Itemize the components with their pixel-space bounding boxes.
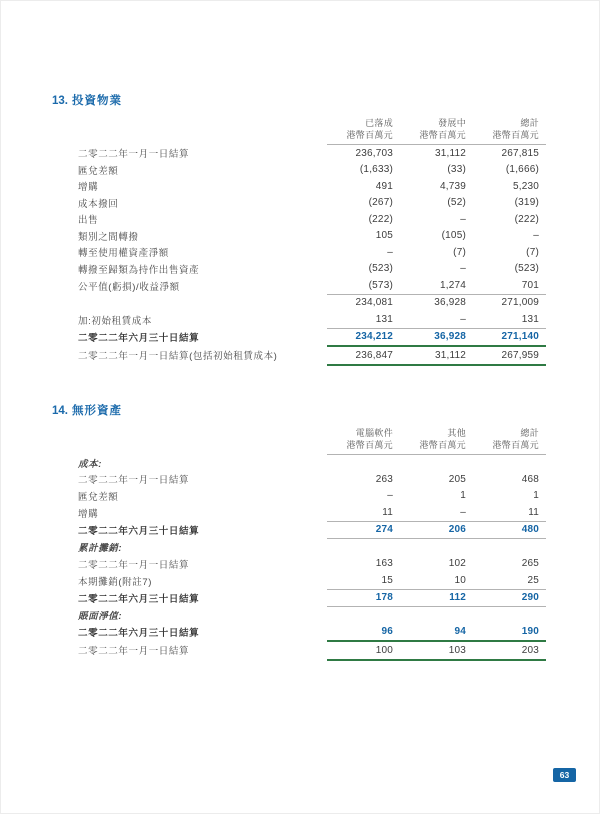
cell-computer-software: [327, 607, 400, 624]
table-row-total: [78, 589, 546, 607]
cell-completed: –: [387, 246, 393, 258]
row-label: 二零二二年一月一日結算: [78, 475, 190, 487]
table-row: [78, 228, 546, 245]
row-label: 轉撥至歸類為持作出售資產: [78, 264, 200, 276]
cell-others: 1: [460, 490, 466, 502]
row-label: 二零二二年六月三十日結算: [78, 593, 200, 605]
cell-under-development: (7): [453, 246, 466, 258]
table-row: [78, 277, 546, 294]
section-14-title: 無形資產: [72, 404, 122, 417]
cell-total: 290: [473, 589, 546, 607]
row-label: 轉至使用權資產淨額: [78, 248, 169, 260]
table-row: [78, 488, 546, 505]
row-label: 成本撥回: [78, 198, 119, 210]
row-label: 出售: [78, 215, 99, 227]
intangible-assets-table: [78, 427, 546, 661]
table-header-row: [78, 427, 546, 455]
section-13-heading: [52, 92, 570, 108]
cell-others: –: [400, 504, 473, 521]
header-spacer: [78, 427, 327, 455]
column-unit: 港幣百萬元: [346, 130, 393, 140]
cell-under-development: 31,112: [400, 346, 473, 365]
cell-total: 203: [473, 641, 546, 660]
cell-completed: 105: [375, 230, 393, 242]
cell-completed: (267): [368, 197, 393, 209]
cell-computer-software: 11: [327, 504, 400, 521]
cell-completed: (1,633): [359, 164, 393, 176]
column-unit: 港幣百萬元: [419, 439, 466, 450]
cell-total: 265: [521, 558, 539, 570]
cell-under-development: (52): [447, 197, 466, 209]
cell-under-development: –: [460, 213, 466, 225]
table-row: [78, 504, 546, 521]
row-label: 加:初始租賃成本: [78, 315, 152, 327]
header-spacer: [78, 117, 327, 145]
cell-completed: (222): [368, 213, 393, 225]
column-header-total: [473, 117, 546, 145]
cell-under-development: 31,112: [434, 147, 466, 159]
row-label: 二零二二年六月三十日結算: [78, 628, 200, 640]
section-13-title: 投資物業: [72, 95, 122, 107]
cell-under-development: 36,928: [434, 297, 466, 309]
section-14-number: 14.: [52, 404, 68, 417]
cell-computer-software: 163: [375, 558, 393, 570]
column-header-completed: [327, 117, 400, 145]
cell-total: (523): [514, 263, 539, 275]
cell-computer-software: 15: [327, 572, 400, 589]
table-row: [78, 244, 546, 261]
table-row-total: [78, 624, 546, 642]
row-label: 匯兌差額: [78, 491, 119, 503]
cell-others: 10: [400, 572, 473, 589]
cell-total: (7): [526, 246, 539, 258]
cell-computer-software: 263: [375, 473, 393, 485]
cell-total: (319): [514, 197, 539, 209]
column-unit: 港幣百萬元: [419, 130, 466, 140]
table-row: [78, 162, 546, 179]
row-label: [78, 294, 327, 311]
cell-total: (1,666): [505, 164, 539, 176]
page-number-badge: 63: [553, 768, 576, 782]
cell-completed: 234,212: [327, 328, 400, 346]
row-label: 公平值(虧損)/收益淨額: [78, 281, 180, 293]
cell-total: 190: [473, 624, 546, 642]
cell-completed: 131: [327, 311, 400, 328]
section-14-heading: [52, 402, 570, 418]
cell-computer-software: 96: [327, 624, 400, 642]
cell-computer-software: [327, 539, 400, 556]
cell-under-development: (33): [447, 164, 466, 176]
table-row-group-label: [78, 539, 546, 556]
table-row: [78, 556, 546, 573]
investment-properties-table: [78, 117, 546, 366]
cell-others: 102: [448, 558, 466, 570]
cell-others: 103: [400, 641, 473, 660]
table-row: [78, 311, 546, 328]
cell-computer-software: [327, 454, 400, 471]
cell-completed: 491: [375, 180, 393, 192]
cell-others: [400, 539, 473, 556]
row-label: 本期攤銷(附註7): [78, 576, 153, 588]
cell-others: 205: [448, 473, 466, 485]
cell-others: 206: [400, 521, 473, 539]
column-unit: 港幣百萬元: [346, 439, 393, 450]
cell-under-development: 36,928: [400, 328, 473, 346]
row-label: 類別之間轉撥: [78, 231, 139, 243]
table-row: [78, 261, 546, 278]
cell-total: 271,140: [473, 328, 546, 346]
cell-others: [400, 454, 473, 471]
cell-completed: 236,847: [327, 346, 400, 365]
column-title: 電腦軟件: [355, 427, 393, 438]
table-row-group-label: [78, 454, 546, 471]
cell-completed: (523): [368, 263, 393, 275]
cell-computer-software: 100: [327, 641, 400, 660]
cell-others: [400, 607, 473, 624]
row-label: 匯兌差額: [78, 165, 119, 177]
cell-under-development: 4,739: [439, 180, 466, 192]
cell-under-development: 1,274: [400, 277, 473, 294]
cell-others: 112: [400, 589, 473, 607]
cell-total: 271,009: [501, 297, 539, 309]
column-unit: 港幣百萬元: [492, 130, 539, 140]
cell-computer-software: –: [387, 490, 393, 502]
table-row: [78, 641, 546, 660]
cell-total: (222): [514, 213, 539, 225]
column-title: 總計: [520, 427, 539, 438]
table-row-total: [78, 521, 546, 539]
column-header-others: [400, 427, 473, 455]
row-label: 二零二二年一月一日結算: [78, 646, 190, 658]
column-title: 已落成: [365, 118, 393, 128]
section-investment-properties: [52, 0, 570, 366]
row-label: 二零二二年一月一日結算: [78, 149, 190, 160]
cell-computer-software: 274: [327, 521, 400, 539]
column-title: 發展中: [438, 118, 466, 128]
column-title: 其他: [447, 427, 466, 438]
table-row-total: [78, 328, 546, 346]
table-row: [78, 211, 546, 228]
column-unit: 港幣百萬元: [492, 439, 539, 450]
row-label: 二零二二年六月三十日結算: [78, 333, 200, 344]
cell-total: 480: [473, 521, 546, 539]
column-header-total: [473, 427, 546, 455]
cell-total: 25: [473, 572, 546, 589]
cell-total: –: [533, 230, 539, 242]
cell-total: 468: [521, 473, 539, 485]
cell-total: 131: [473, 311, 546, 328]
cell-total: 5,230: [512, 180, 539, 192]
cell-total: [473, 454, 546, 471]
cell-under-development: (105): [441, 230, 466, 242]
cell-total: 267,815: [501, 147, 539, 159]
table-row-group-label: [78, 607, 546, 624]
table-row: [78, 145, 546, 162]
row-label: 成本:: [78, 458, 102, 470]
cell-total: 11: [473, 504, 546, 521]
cell-total: 701: [473, 277, 546, 294]
table-row-subtotal: [78, 294, 546, 311]
cell-completed: 236,703: [355, 147, 393, 159]
cell-completed: 234,081: [355, 297, 393, 309]
row-label: 二零二二年六月三十日結算: [78, 525, 200, 537]
section-intangible-assets: [52, 366, 570, 661]
table-row: [78, 178, 546, 195]
section-13-number: 13.: [52, 95, 68, 107]
table-row: [78, 195, 546, 212]
cell-others: 94: [400, 624, 473, 642]
table-row: [78, 471, 546, 488]
row-label: 累計攤銷:: [78, 543, 123, 554]
row-label: 賬面淨值:: [78, 611, 123, 622]
cell-completed: (573): [327, 277, 400, 294]
cell-total: [473, 607, 546, 624]
row-label: 二零二二年一月一日結算: [78, 559, 190, 571]
cell-total: 267,959: [473, 346, 546, 365]
table-row: [78, 346, 546, 365]
cell-total: [473, 539, 546, 556]
row-label: 增購: [78, 508, 99, 520]
cell-total: 1: [533, 490, 539, 502]
cell-computer-software: 178: [327, 589, 400, 607]
column-header-under-development: [400, 117, 473, 145]
cell-under-development: –: [400, 311, 473, 328]
row-label: 增購: [78, 182, 99, 194]
table-row: [78, 572, 546, 589]
column-header-computer-software: [327, 427, 400, 455]
column-title: 總計: [520, 118, 539, 128]
cell-under-development: –: [460, 263, 466, 275]
row-label: 二零二二年一月一日結算(包括初始租賃成本): [78, 351, 278, 363]
table-header-row: [78, 117, 546, 145]
